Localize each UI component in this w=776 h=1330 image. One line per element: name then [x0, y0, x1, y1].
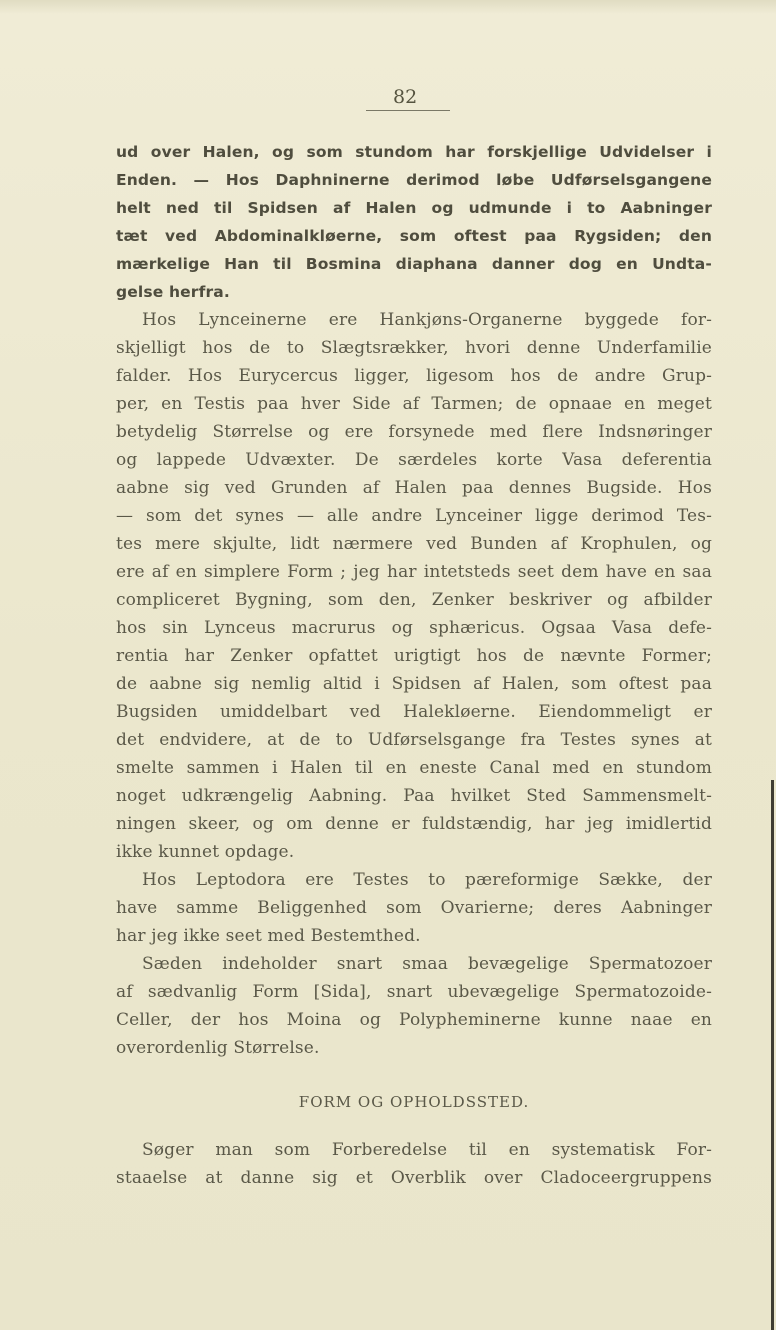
page-number-rule [366, 110, 450, 111]
text-line: skjelligt hos de to Slægtsrækker, hvori denne Underfamilie [116, 338, 712, 358]
text-line: Celler, der hos Moina og Polypheminerne kunne naae en [116, 1010, 712, 1030]
text-line: Sæden indeholder snart smaa bevægelige Spermatozoer [142, 954, 712, 974]
text-line: mærkelige Han til Bosmina diaphana danner dog en Undta- [116, 255, 712, 273]
text-line: det endvidere, at de to Udførselsgange fra Testes synes at [116, 730, 712, 750]
text-line: Enden. — Hos Daphninerne derimod løbe Udførselsgangene [116, 171, 712, 189]
text-line: ikke kunnet opdage. [116, 842, 295, 862]
section-heading: FORM OG OPHOLDSSTED. [298, 1093, 530, 1111]
body-text-continued [116, 1136, 712, 1192]
text-line: helt ned til Spidsen af Halen og udmunde i to Aabninger [116, 199, 712, 217]
text-line: gelse herfra. [116, 283, 230, 301]
text-line: har jeg ikke seet med Bestemthed. [116, 926, 421, 946]
text-line: per, en Testis paa hver Side af Tarmen; de opnaae en meget [116, 394, 712, 414]
text-line: overordenlig Størrelse. [116, 1038, 320, 1058]
text-line: — som det synes — alle andre Lynceiner ligge derimod Tes- [116, 506, 712, 526]
page-top-shadow [0, 0, 776, 14]
text-line: staaelse at danne sig et Overblik over Cladoceergruppens [116, 1168, 712, 1188]
text-line: tæt ved Abdominalkløerne, som oftest paa Rygsiden; den [116, 227, 712, 245]
text-line: betydelig Størrelse og ere forsynede med flere Indsnøringer [116, 422, 712, 442]
text-line: af sædvanlig Form [Sida], snart ubevægelige Spermatozoide- [116, 982, 712, 1002]
text-line: ningen skeer, og om denne er fuldstændig, har jeg imidlertid [116, 814, 712, 834]
text-line: smelte sammen i Halen til en eneste Canal med en stundom [116, 758, 712, 778]
text-line: ud over Halen, og som stundom har forskjellige Udvidelser i [116, 143, 712, 161]
text-line: noget udkrængelig Aabning. Paa hvilket Sted Sammensmelt- [116, 786, 712, 806]
text-line: aabne sig ved Grunden af Halen paa dennes Bugside. Hos [116, 478, 712, 498]
page-number: 82 [393, 86, 418, 108]
text-line: have samme Beliggenhed som Ovarierne; deres Aabninger [116, 898, 712, 918]
text-line: compliceret Bygning, som den, Zenker beskriver og afbilder [116, 590, 712, 610]
body-text [116, 138, 712, 1062]
page-right-edge [771, 780, 774, 1330]
text-line: Hos Leptodora ere Testes to pæreformige Sække, der [142, 870, 712, 890]
text-line: hos sin Lynceus macrurus og sphæricus. Ogsaa Vasa defe- [116, 618, 712, 638]
text-line: de aabne sig nemlig altid i Spidsen af Halen, som oftest paa [116, 674, 712, 694]
text-line: rentia har Zenker opfattet urigtigt hos de nævnte Former; [116, 646, 712, 666]
text-line: Bugsiden umiddelbart ved Halekløerne. Eiendommeligt er [116, 702, 712, 722]
text-line: tes mere skjulte, lidt nærmere ved Bunden af Krophulen, og [116, 534, 712, 554]
text-line: Hos Lynceinerne ere Hankjøns-Organerne byggede for- [142, 310, 712, 330]
text-line: ere af en simplere Form ; jeg har intetsteds seet dem have en saa [116, 562, 712, 582]
text-line: falder. Hos Eurycercus ligger, ligesom hos de andre Grup- [116, 366, 712, 386]
text-line: Søger man som Forberedelse til en systematisk For- [142, 1140, 712, 1160]
text-line: og lappede Udvæxter. De særdeles korte Vasa deferentia [116, 450, 712, 470]
